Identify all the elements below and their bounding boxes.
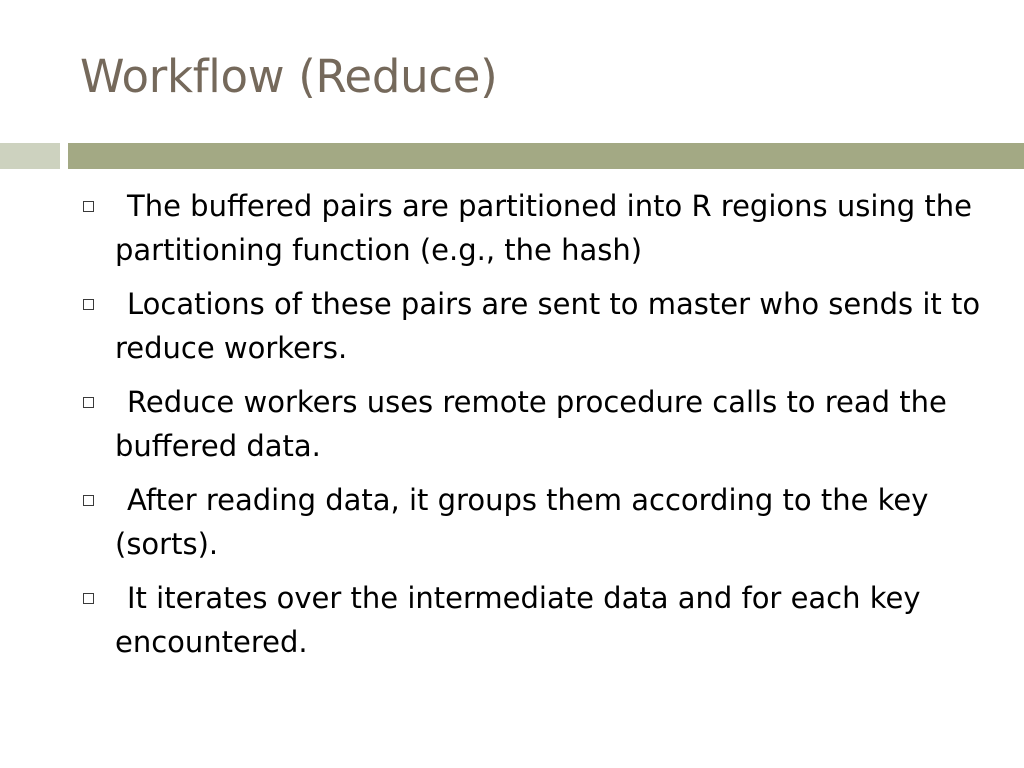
slide-title: Workflow (Reduce) <box>80 50 498 103</box>
list-item <box>78 282 998 370</box>
title-divider-dark <box>68 143 1024 169</box>
square-bullet-icon <box>83 201 94 212</box>
square-bullet-icon <box>83 593 94 604</box>
bullet-list <box>78 184 998 674</box>
bullet-text: After reading data, it groups them according to the key (sorts). <box>115 483 929 561</box>
square-bullet-icon <box>83 397 94 408</box>
bullet-text: The buffered pairs are partitioned into R regions using the partitioning function (e.g., the hash) <box>115 189 972 267</box>
square-bullet-icon <box>83 495 94 506</box>
bullet-text: Reduce workers uses remote procedure calls to read the buffered data. <box>115 385 947 463</box>
list-item <box>78 576 998 664</box>
square-bullet-icon <box>83 299 94 310</box>
bullet-text: It iterates over the intermediate data and for each key encountered. <box>115 581 921 659</box>
bullet-text: Locations of these pairs are sent to master who sends it to reduce workers. <box>115 287 981 365</box>
list-item <box>78 184 998 272</box>
list-item <box>78 478 998 566</box>
title-divider-light <box>0 143 60 169</box>
list-item <box>78 380 998 468</box>
